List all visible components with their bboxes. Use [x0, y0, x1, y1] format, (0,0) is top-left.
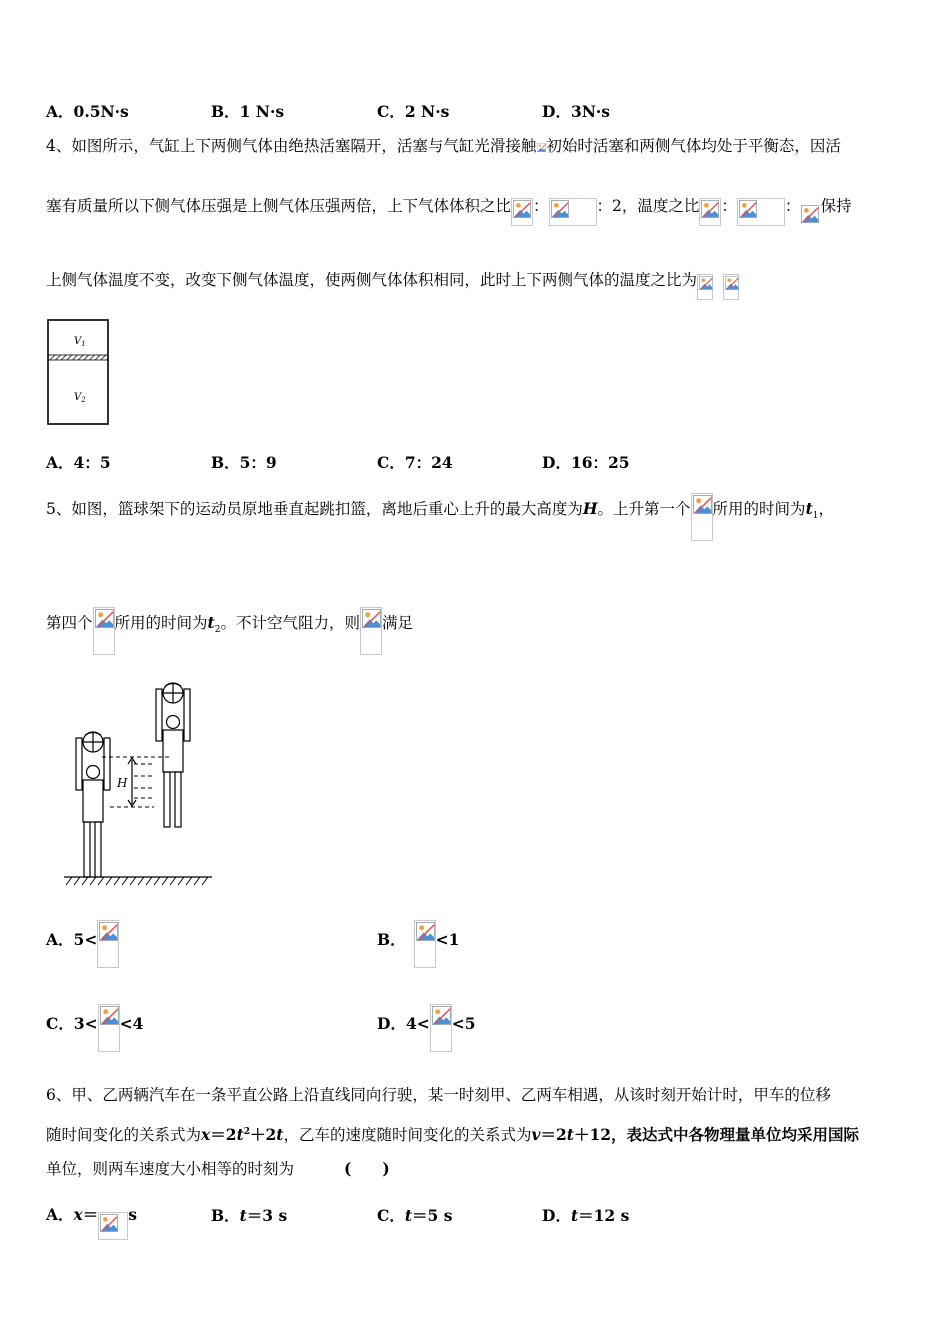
formula-image-icon	[536, 142, 546, 152]
formula-image-icon	[800, 204, 820, 226]
q5-option-a: A．5<	[46, 912, 119, 968]
formula-image-icon	[691, 493, 713, 541]
q5-option-b: B． <1	[377, 912, 459, 968]
formula-image-icon	[549, 198, 597, 226]
label-v1: $V_1$	[74, 336, 86, 348]
q4-option-a: A．4：5	[46, 453, 111, 472]
q4-option-b: B．5：9	[211, 453, 277, 472]
cylinder-figure	[46, 318, 110, 426]
formula-image-icon	[414, 920, 436, 968]
q5-option-c: C．3< <4	[46, 996, 143, 1052]
q6-option-c: C．t＝5 s	[377, 1206, 453, 1225]
formula-image-icon	[98, 1212, 128, 1240]
q5-line-1: 5、如图，篮球架下的运动员原地垂直起跳扣篮，离地后重心上升的最大高度为H。上升第一个 所用的时间为$t_1$，	[46, 484, 834, 541]
q6-option-b: B．t＝3 s	[211, 1206, 288, 1225]
formula-image-icon	[737, 198, 785, 226]
formula-image-icon	[97, 920, 119, 968]
formula-image-icon	[699, 198, 721, 226]
q6-option-d: D．t＝12 s	[542, 1206, 630, 1225]
label-h: H	[117, 776, 128, 790]
q4-line-1: 4、如图所示，气缸上下两侧气体由绝热活塞隔开，活塞与气缸光滑接触 初始时活塞和两侧气体均处于平衡态，因活	[46, 137, 841, 155]
q3-option-c: C．2 N·s	[377, 102, 450, 121]
q6-option-a: A．x＝ s	[46, 1190, 137, 1240]
formula-image-icon	[697, 274, 713, 300]
q4-line-3: 上侧气体温度不变，改变下侧气体温度，使两侧气体体积相同，此时上下两侧气体的温度之比为	[46, 260, 739, 300]
q3-option-d: D．3N·s	[542, 102, 611, 121]
q6-line-1: 6、甲、乙两辆汽车在一条平直公路上沿直线同向行驶，某一时刻甲、乙两车相遇，从该时刻开始计时，甲车的位移	[46, 1086, 831, 1104]
formula-image-icon	[98, 1004, 120, 1052]
q6-line-2: 随时间变化的关系式为$x=2t^2+2t$，乙车的速度随时间变化的关系式为v＝2t＋12，表达式中各物理量单位均采用国际	[46, 1125, 860, 1145]
label-v2: $V_2$	[74, 392, 86, 404]
formula-image-icon	[511, 198, 533, 226]
q4-option-c: C．7：24	[377, 453, 453, 472]
q4-line-2: 塞有质量所以下侧气体压强是上侧气体压强两倍，上下气体体积之比 ： ：2，温度之比 ： ： 保持	[46, 186, 851, 226]
q5-line-2: 第四个 所用的时间为$t_2$。不计空气阻力，则 满足	[46, 598, 413, 655]
formula-image-icon	[723, 274, 739, 300]
formula-image-icon	[360, 607, 382, 655]
formula-image-icon	[430, 1004, 452, 1052]
q6-line-3: 单位，则两车速度大小相等的时刻为 ( )	[46, 1159, 390, 1178]
basketball-jump-figure	[62, 680, 214, 886]
q3-option-b: B．1 N·s	[211, 102, 285, 121]
q4-option-d: D．16：25	[542, 453, 630, 472]
formula-image-icon	[93, 607, 115, 655]
q5-option-d: D．4< <5	[377, 996, 476, 1052]
q3-option-a: A．0.5N·s	[46, 102, 129, 121]
